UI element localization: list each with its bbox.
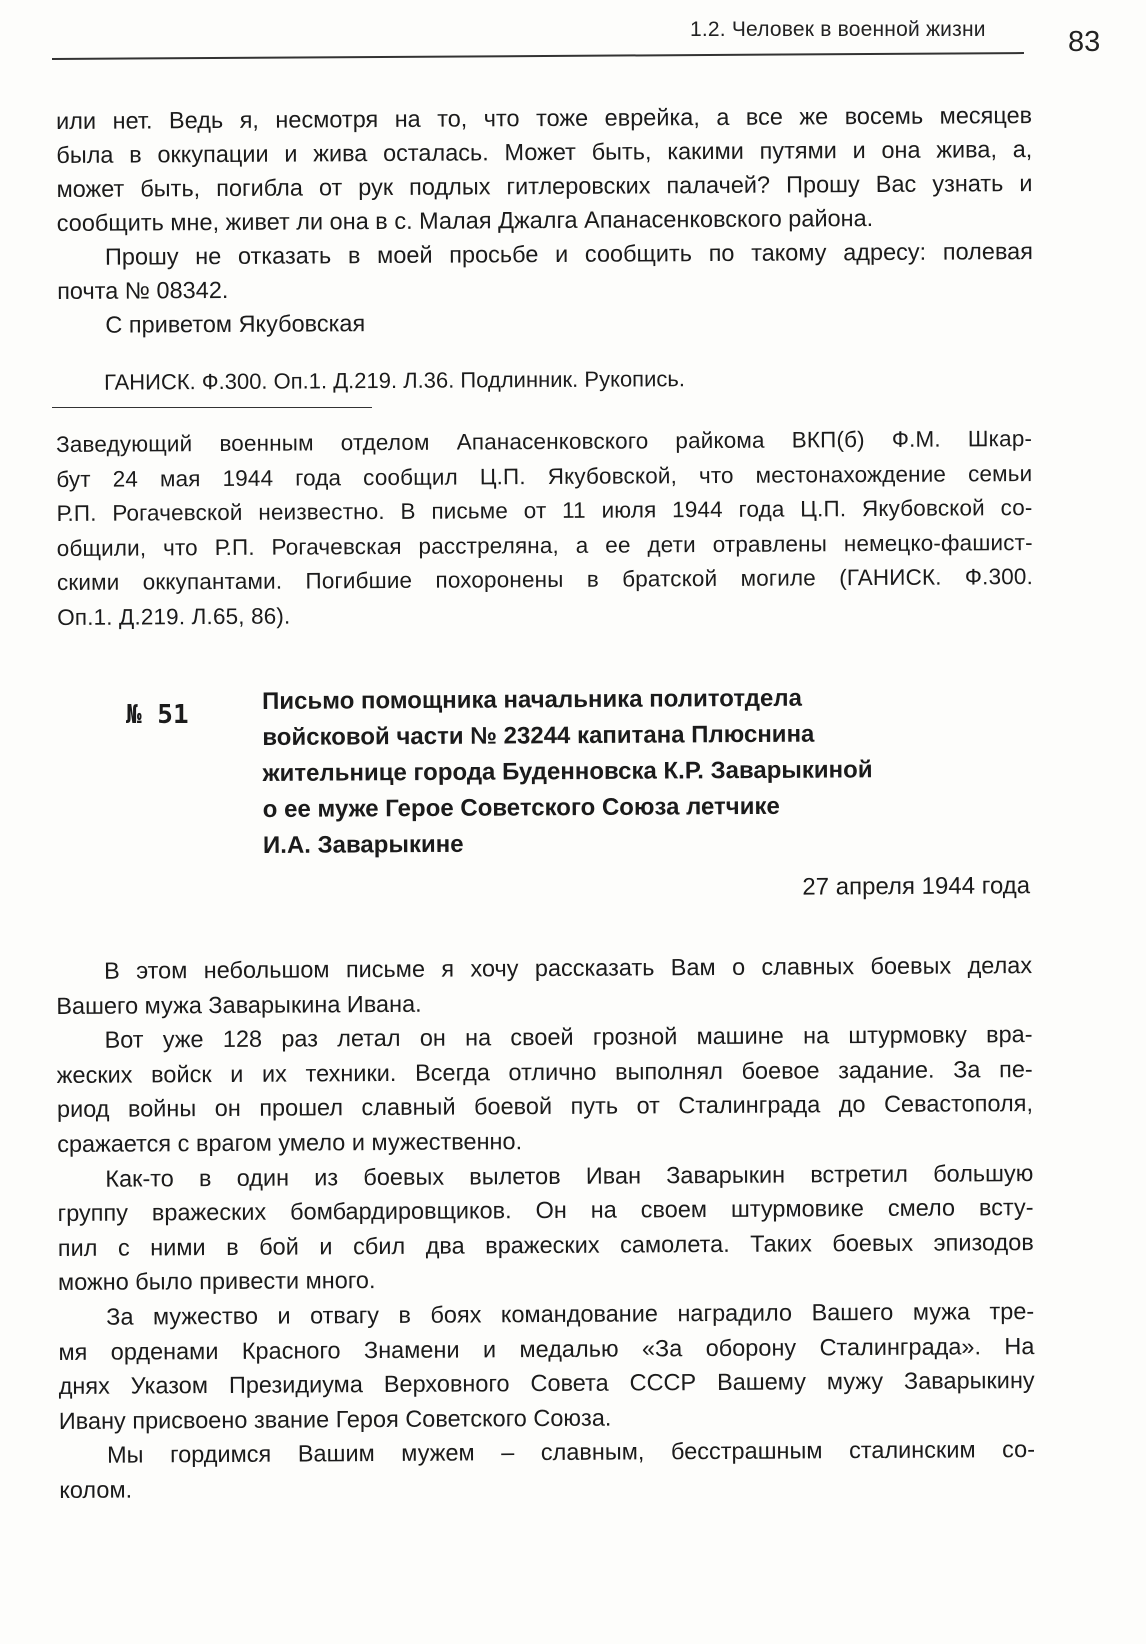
text-line: пил с ними в бой и сбил два вражеских самолета. Таких боевых эпизодов: [57, 1228, 1034, 1261]
text-line: Заведующий военным отделом Апанасенковского райкома ВКП(б) Ф.М. Шкар-: [56, 426, 1033, 457]
running-header-title: 1.2. Человек в военной жизни: [690, 18, 986, 41]
text-line: или нет. Ведь я, несмотря на то, что тоже еврейка, а все же восемь месяцев: [56, 102, 1033, 134]
text-line: может быть, погибла от рук подлых гитлеровских палачей? Прошу Вас узнать и: [56, 170, 1033, 202]
text-line: можно было привести много.: [57, 1267, 376, 1296]
page-number: 83: [1068, 26, 1101, 58]
text-line: жеских войск и их техники. Всегда отлично выполнял боевое задание. За пе-: [56, 1055, 1033, 1088]
document-date: 27 апреля 1944 года: [802, 872, 1031, 901]
editorial-note: [56, 422, 1033, 636]
text-line: была в оккупации и жива осталась. Может быть, какими путями и она жива, а,: [56, 136, 1033, 168]
text-line: почта № 08342.: [57, 276, 229, 304]
text-line: мя орденами Красного Знамени и медалью «За оборону Сталинграда». На: [58, 1332, 1035, 1365]
text-line: Мы гордимся Вашим мужем – славным, бесстрашным сталинским со-: [106, 1436, 1036, 1469]
text-line: Вот уже 128 раз летал он на своей грозной машине на штурмовку вра-: [104, 1021, 1033, 1053]
title-line: Письмо помощника начальника политотдела: [262, 684, 802, 715]
archive-source: [56, 360, 1032, 400]
text-line: скими оккупантами. Погибшие похоронены в братской могиле (ГАНИСК. Ф.300.: [56, 564, 1034, 596]
text-line: В этом небольшом письме я хочу рассказать Вам о славных боевых делах: [104, 952, 1033, 984]
title-line: войсковой части № 23244 капитана Плюснина: [262, 720, 815, 751]
text-line: сражается с врагом умело и мужественно.: [57, 1128, 523, 1157]
text-line: Вашего мужа Заварыкина Ивана.: [56, 990, 422, 1019]
text-line: днях Указом Президиума Верховного Совета СССР Вашему мужу Заварыкину: [58, 1367, 1035, 1400]
title-line: жительнице города Буденновска К.Р. Заварыкиной: [262, 756, 873, 787]
title-line: И.А. Заварыкине: [262, 830, 464, 859]
text-line: Как-то в один из боевых вылетов Иван Заварыкин встретил большую: [105, 1159, 1034, 1192]
text-line: группу вражеских бомбардировщиков. Он на своем штурмовике смело всту-: [57, 1194, 1034, 1227]
text-line: Ивану присвоено звание Героя Советского Союза.: [58, 1404, 612, 1434]
header-rule: [52, 52, 1024, 60]
source-reference: ГАНИСК. Ф.300. Оп.1. Д.219. Л.36. Подлинник. Рукопись.: [104, 366, 685, 395]
document-body: [56, 948, 1035, 1507]
text-line: За мужество и отвагу в боях командование наградило Вашего мужа тре-: [106, 1297, 1035, 1330]
text-line: Прошу не отказать в моей просьбе и сообщить по такому адресу: полевая: [104, 238, 1033, 270]
document-number: № 51: [126, 700, 189, 730]
text-line: риод войны он прошел славный боевой путь от Сталинграда до Севастополя,: [56, 1090, 1034, 1123]
text-line: общили, что Р.П. Рогачевская расстреляна, а ее дети отравлены немецко-фашист-: [56, 529, 1033, 561]
text-line: Оп.1. Д.219. Л.65, 86).: [57, 603, 291, 630]
text-line: Р.П. Рогачевской неизвестно. В письме от 11 июля 1944 года Ц.П. Якубовской со-: [56, 495, 1033, 527]
title-line: о ее муже Герое Советского Союза летчике: [262, 792, 780, 823]
document-title: [262, 679, 1023, 864]
text-line: бут 24 мая 1944 года сообщил Ц.П. Якубовской, что местонахождение семьи: [56, 460, 1033, 492]
text-line: сообщить мне, живет ли она в с. Малая Джалга Апанасенковского района.: [56, 205, 874, 236]
footnote-rule: [52, 407, 372, 408]
previous-letter-ending: [56, 98, 1033, 342]
text-line: колом.: [59, 1476, 133, 1503]
letter-signature: С приветом Якубовская: [105, 310, 366, 338]
